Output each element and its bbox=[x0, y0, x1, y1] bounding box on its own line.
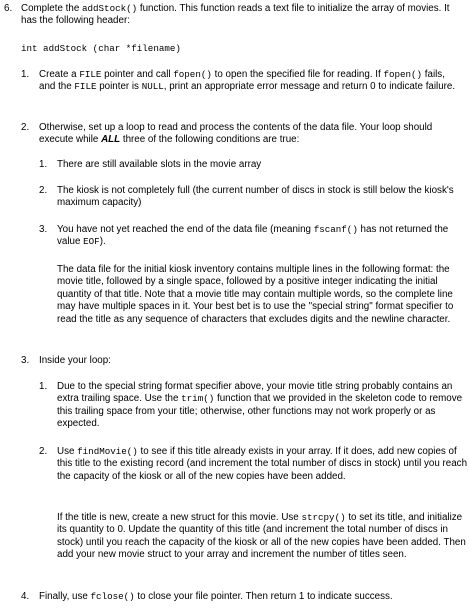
text-run: ). bbox=[99, 236, 106, 248]
text-run: Due to the special string format specifier above, your movie title string probably contains an extra trailing space. Use the bbox=[57, 381, 453, 405]
substep-paragraph bbox=[57, 381, 469, 431]
text-run: The kiosk is not completely full (the current number of discs in stock is still below the kiosk's maximum capacity) bbox=[57, 185, 454, 209]
inline-code: fopen() bbox=[383, 69, 423, 80]
inline-code: FILE bbox=[74, 81, 97, 93]
substep-number: 2. bbox=[39, 185, 48, 196]
inline-code: EOF bbox=[83, 236, 100, 248]
substep-number: 3. bbox=[39, 224, 48, 235]
function-header-code: int addStock (char *filename) bbox=[21, 43, 181, 54]
text-run: , print an appropriate error message and return 0 to indicate failure. bbox=[163, 81, 456, 93]
problem-number: 6. bbox=[4, 3, 13, 14]
inline-code: fclose() bbox=[90, 591, 135, 602]
inline-code: FILE bbox=[79, 69, 102, 80]
inline-code: fopen() bbox=[173, 69, 212, 80]
step-number: 2. bbox=[21, 122, 30, 133]
substep-paragraph bbox=[57, 446, 469, 483]
step-paragraph bbox=[39, 122, 462, 147]
inline-code: trim() bbox=[181, 393, 215, 405]
text-run: Otherwise, set up a loop to read and process the contents of the data file. Your loop should execute while bbox=[39, 122, 433, 146]
substep-number: 1. bbox=[39, 381, 48, 392]
text-run: The data file for the initial kiosk inventory contains multiple lines in the following format: the movie title, followed by a single space, followed by a positive integer indicating the initial quantity of that title. Note that a movie title may contain multiple words, so the complete line may have multiple spaces in it. Your best bet is to use the "special string" format specifier to read the title as any sequence of characters that excludes digits and the newline character. bbox=[57, 264, 454, 325]
substep-number: 1. bbox=[39, 159, 48, 170]
text-run: Complete the bbox=[21, 3, 82, 14]
substep-paragraph bbox=[57, 185, 469, 210]
text-run: pointer and call bbox=[101, 69, 174, 80]
text-run: to open the specified file for reading. If bbox=[211, 69, 384, 80]
substep-paragraph bbox=[57, 264, 469, 326]
text-run: Create a bbox=[39, 69, 80, 80]
inline-code: strcpy() bbox=[301, 512, 346, 523]
emphasis-text: ALL bbox=[101, 134, 121, 146]
text-run: has not returned the value bbox=[57, 224, 449, 248]
substep-paragraph bbox=[57, 224, 462, 249]
step-paragraph bbox=[39, 591, 462, 603]
inline-code: addStock() bbox=[82, 3, 138, 14]
problem-intro bbox=[21, 3, 463, 28]
text-run: Use bbox=[57, 446, 78, 457]
step-paragraph bbox=[39, 355, 462, 367]
text-run: fails, and the bbox=[39, 69, 445, 93]
substep-number: 2. bbox=[39, 446, 48, 457]
text-run: There are still available slots in the movie array bbox=[57, 159, 262, 170]
inline-code: fscanf() bbox=[313, 224, 358, 235]
text-run: to see if this title already exists in your array. If it does, add new copies of this title to the existing record (and increment the total number of discs in stock) until you reach the capacity of the kiosk or all of the new copies have been added. bbox=[57, 446, 468, 482]
text-run: to set its title, and initialize its quantity to 0. Update the quantity of this title (and increment the total number of discs in stock) until you reach the capacity of the kiosk or all of the new copies have been added. Then add your new movie struct to your array and increment the number of titles seen. bbox=[57, 512, 466, 561]
text-run: You have not yet reached the end of the data file (meaning bbox=[57, 224, 314, 235]
inline-code: NULL bbox=[141, 81, 164, 93]
text-run: function. This function reads a text file to initialize the array of movies. It has the following header: bbox=[21, 3, 450, 27]
substep-paragraph bbox=[57, 512, 469, 562]
step-paragraph bbox=[39, 69, 462, 94]
text-run: to close your file pointer. Then return 1 to indicate success. bbox=[134, 591, 393, 602]
text-run: three of the following conditions are true: bbox=[120, 134, 300, 146]
step-number: 1. bbox=[21, 69, 30, 80]
inline-code: findMovie() bbox=[77, 446, 138, 457]
text-run: function that we provided in the skeleton code to remove this trailing space from your title; otherwise, other functions may not work properly or as expected. bbox=[57, 393, 463, 430]
substep-paragraph bbox=[57, 159, 462, 171]
step-number: 3. bbox=[21, 355, 30, 366]
step-number: 4. bbox=[21, 591, 30, 602]
text-run: Finally, use bbox=[39, 591, 91, 602]
text-run: pointer is bbox=[96, 81, 142, 93]
text-run: If the title is new, create a new struct for this movie. Use bbox=[57, 512, 302, 523]
text-run: Inside your loop: bbox=[39, 355, 111, 366]
